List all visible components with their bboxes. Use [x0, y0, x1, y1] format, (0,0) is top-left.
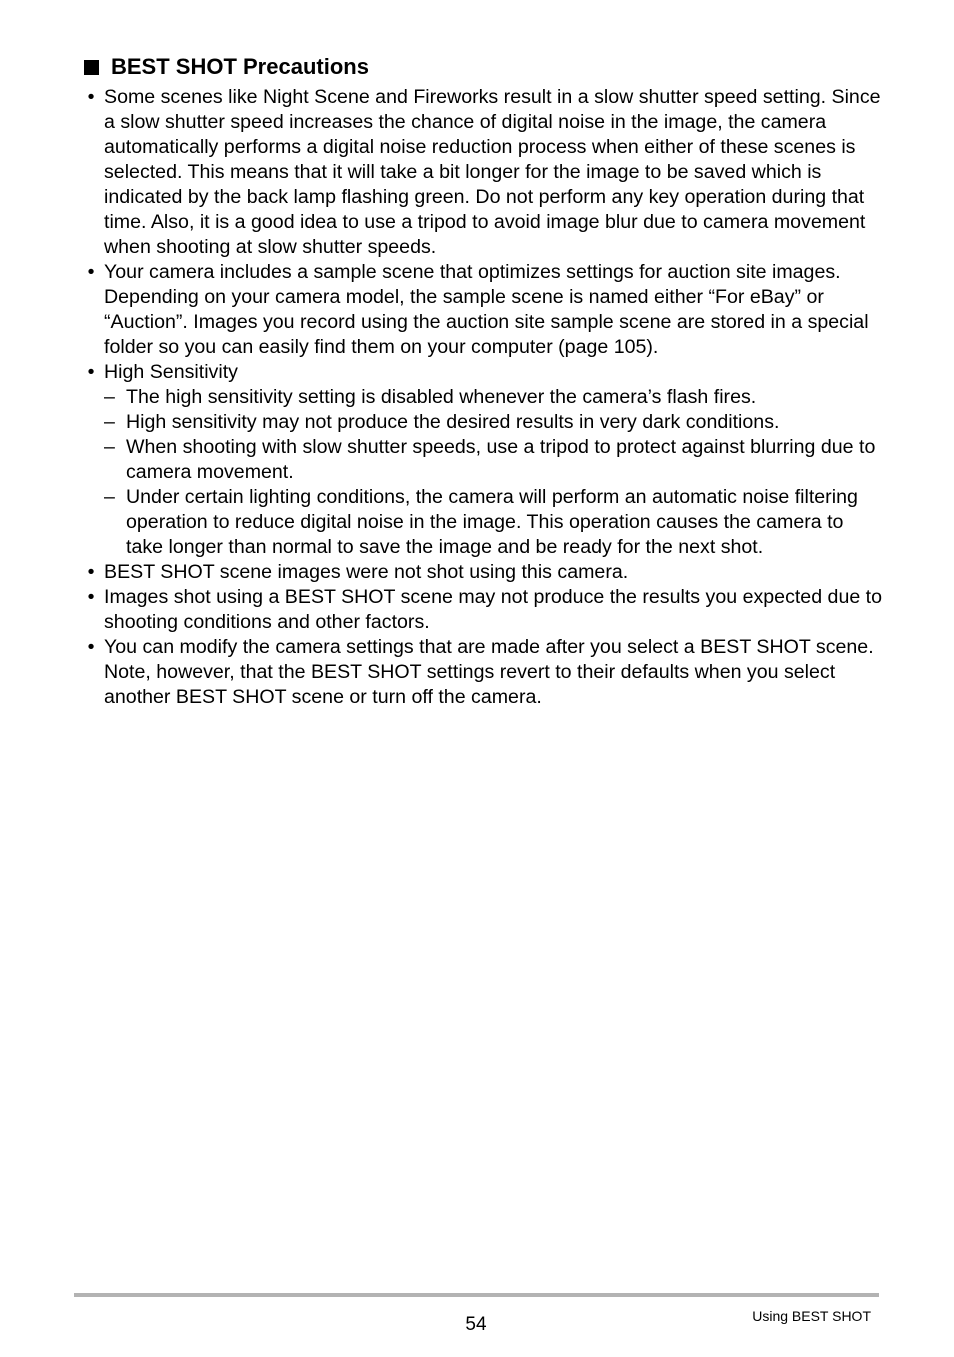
bullet-icon: •	[87, 361, 95, 383]
page-number: 54	[465, 1314, 487, 1335]
bullet-icon: •	[87, 86, 95, 108]
sub-list-item	[84, 385, 884, 410]
sub-list-item-text: When shooting with slow shutter speeds, use a tripod to protect against blurring due to camera movement.	[126, 436, 876, 483]
sub-list-item-text: The high sensitivity setting is disabled whenever the camera’s flash fires.	[126, 386, 757, 408]
list-item	[84, 360, 884, 385]
list-item	[84, 635, 884, 710]
bullet-icon: •	[87, 586, 95, 608]
footer-divider	[74, 1293, 879, 1297]
list-item-text: You can modify the camera settings that are made after you select a BEST SHOT scene. Note, however, that the BEST SHOT settings revert to their defaults when you select another BEST SHOT scene or turn off the camera.	[104, 636, 874, 708]
sub-list-item	[84, 435, 884, 485]
sub-list-item	[84, 410, 884, 435]
list-item-text: Some scenes like Night Scene and Fireworks result in a slow shutter speed setting. Since a slow shutter speed increases the chance of digital noise in the image, the camera automatically performs a digital noise reduction process when either of these scenes is selected. This means that it will take a bit longer for the image to be saved which is indicated by the back lamp flashing green. Do not perform any key operation during that time. Also, it is a good idea to use a tripod to avoid image blur due to camera movement when shooting at slow shutter speeds.	[104, 86, 881, 258]
dash-icon: –	[104, 386, 115, 408]
section-heading	[84, 53, 369, 81]
list-item	[84, 260, 884, 360]
bullet-icon: •	[87, 636, 95, 658]
list-item-text: High Sensitivity	[104, 361, 238, 383]
sub-list-item	[84, 485, 884, 560]
list-item	[84, 85, 884, 260]
heading-text: BEST SHOT Precautions	[111, 54, 369, 79]
bullet-icon: •	[87, 561, 95, 583]
list-item	[84, 585, 884, 635]
list-item-text: Your camera includes a sample scene that optimizes settings for auction site images. Depending on your camera model, the sample scene is named either “For eBay” or “Auction”. Images you record using the auction site sample scene are stored in a special folder so you can easily find them on your computer (page 105).	[104, 261, 869, 358]
dash-icon: –	[104, 486, 115, 508]
dash-icon: –	[104, 436, 115, 458]
list-item-text: Images shot using a BEST SHOT scene may not produce the results you expected due to shooting conditions and other factors.	[104, 586, 883, 633]
precautions-list	[84, 85, 884, 710]
list-item	[84, 560, 884, 585]
dash-icon: –	[104, 411, 115, 433]
list-item-text: BEST SHOT scene images were not shot using this camera.	[104, 561, 629, 583]
sub-list-item-text: Under certain lighting conditions, the camera will perform an automatic noise filtering operation to reduce digital noise in the image. This operation causes the camera to take longer than normal to save the image and be ready for the next shot.	[126, 486, 858, 558]
sub-list-item-text: High sensitivity may not produce the desired results in very dark conditions.	[126, 411, 780, 433]
black-square-icon	[84, 60, 99, 75]
bullet-icon: •	[87, 261, 95, 283]
footer-section-name: Using BEST SHOT	[752, 1308, 871, 1324]
